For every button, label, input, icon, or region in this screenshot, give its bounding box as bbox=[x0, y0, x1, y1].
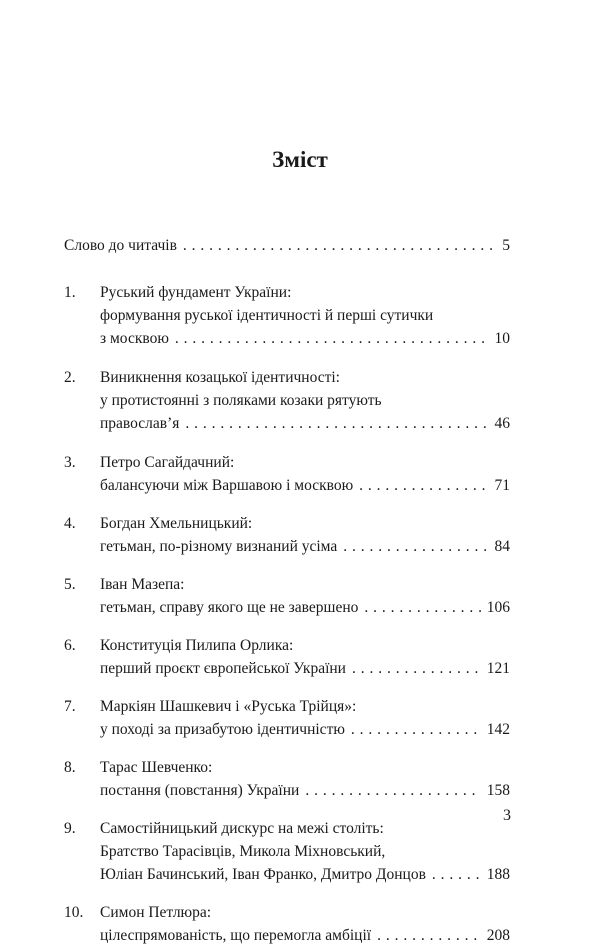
toc-entry-title-line: перший проєкт європейської України bbox=[100, 660, 346, 677]
toc-entry bbox=[64, 634, 510, 680]
page-title: Зміст bbox=[272, 147, 328, 172]
toc-entry bbox=[64, 817, 510, 886]
dot-leader bbox=[359, 474, 488, 497]
toc-entry-number: 10. bbox=[64, 904, 84, 921]
toc-entry-title-line: у протистоянні з поляками козаки рятують bbox=[100, 392, 382, 409]
toc-entry bbox=[64, 901, 510, 947]
dot-leader bbox=[364, 596, 480, 619]
toc-page-reference: 158 bbox=[486, 782, 510, 799]
toc-entry-number: 5. bbox=[64, 576, 76, 593]
toc-page-reference: 106 bbox=[486, 599, 510, 616]
toc-entry bbox=[64, 366, 510, 435]
page-number: 3 bbox=[503, 807, 511, 824]
toc-entry-title-line: балансуючи між Варшавою і москвою bbox=[100, 477, 354, 494]
toc-entry-title-line: Богдан Хмельницький: bbox=[100, 515, 253, 532]
toc-page-reference: 142 bbox=[486, 721, 510, 738]
toc-entry-title-line: формування руської ідентичності й перші сутички bbox=[100, 307, 434, 324]
toc-page-reference: 46 bbox=[494, 415, 510, 432]
toc-entry-number: 4. bbox=[64, 515, 76, 532]
toc-page-reference: 188 bbox=[486, 866, 510, 883]
toc-entry-title-line: Маркіян Шашкевич і «Руська Трійця»: bbox=[100, 698, 357, 715]
toc-entry-number: 8. bbox=[64, 759, 76, 776]
toc-entry bbox=[64, 756, 510, 802]
toc-entry-title-line: з москвою bbox=[100, 330, 169, 347]
toc-entry bbox=[64, 281, 510, 350]
toc-page-reference: 84 bbox=[494, 538, 510, 555]
toc-entry-title-line: Симон Петлюра: bbox=[100, 904, 212, 921]
toc-entry-title-line: Виникнення козацької ідентичності: bbox=[100, 369, 340, 386]
toc-entry-title-line: Тарас Шевченко: bbox=[100, 759, 213, 776]
toc-entry-title-line: Братство Тарасівців, Микола Міхновський, bbox=[100, 843, 386, 860]
dot-leader bbox=[377, 924, 481, 947]
dot-leader bbox=[343, 535, 488, 558]
toc-entry-title-line: постання (повстання) України bbox=[100, 782, 300, 799]
toc-entry-title-line: Руський фундамент України: bbox=[100, 284, 292, 301]
toc-entry bbox=[64, 573, 510, 619]
dot-leader bbox=[183, 234, 496, 257]
toc-entry-title-line: цілеспрямованість, що перемогла амбіції bbox=[100, 927, 372, 944]
dot-leader bbox=[432, 863, 481, 886]
toc-entry-title-line: Іван Мазепа: bbox=[100, 576, 185, 593]
toc-entry bbox=[64, 234, 510, 257]
toc-entry bbox=[64, 695, 510, 741]
dot-leader bbox=[175, 327, 489, 350]
toc-entry-title-line: гетьман, по-різному визнаний усіма bbox=[100, 538, 338, 555]
dot-leader bbox=[185, 412, 488, 435]
toc-page-reference: 121 bbox=[486, 660, 510, 677]
toc-entry-title-line: гетьман, справу якого ще не завершено bbox=[100, 599, 359, 616]
toc-entry-number: 2. bbox=[64, 369, 76, 386]
toc-entry-number: 1. bbox=[64, 284, 76, 301]
toc-entry-number: 9. bbox=[64, 820, 76, 837]
toc-page-reference: 208 bbox=[486, 927, 510, 944]
table-of-contents bbox=[64, 234, 510, 947]
toc-entry bbox=[64, 512, 510, 558]
toc-entry-title-line: у поході за призабутою ідентичністю bbox=[100, 721, 345, 738]
toc-entry-title-line: Конституція Пилипа Орлика: bbox=[100, 637, 294, 654]
toc-entry-number: 7. bbox=[64, 698, 76, 715]
toc-entry-number: 6. bbox=[64, 637, 76, 654]
dot-leader bbox=[305, 779, 480, 802]
toc-entry bbox=[64, 451, 510, 497]
toc-entry-title-line: Петро Сагайдачний: bbox=[100, 454, 235, 471]
dot-leader bbox=[352, 657, 481, 680]
toc-entry-title-line: Слово до читачів bbox=[64, 237, 177, 254]
toc-entry-title-line: Юліан Бачинський, Іван Франко, Дмитро Донцов bbox=[100, 866, 426, 883]
toc-page-reference: 71 bbox=[494, 477, 510, 494]
toc-entry-title-line: Самостійницький дискурс на межі століть: bbox=[100, 820, 384, 837]
toc-page-reference: 5 bbox=[502, 237, 510, 254]
toc-entry-number: 3. bbox=[64, 454, 76, 471]
dot-leader bbox=[351, 718, 481, 741]
toc-entry-title-line: православ’я bbox=[100, 415, 180, 432]
toc-page-reference: 10 bbox=[494, 330, 510, 347]
